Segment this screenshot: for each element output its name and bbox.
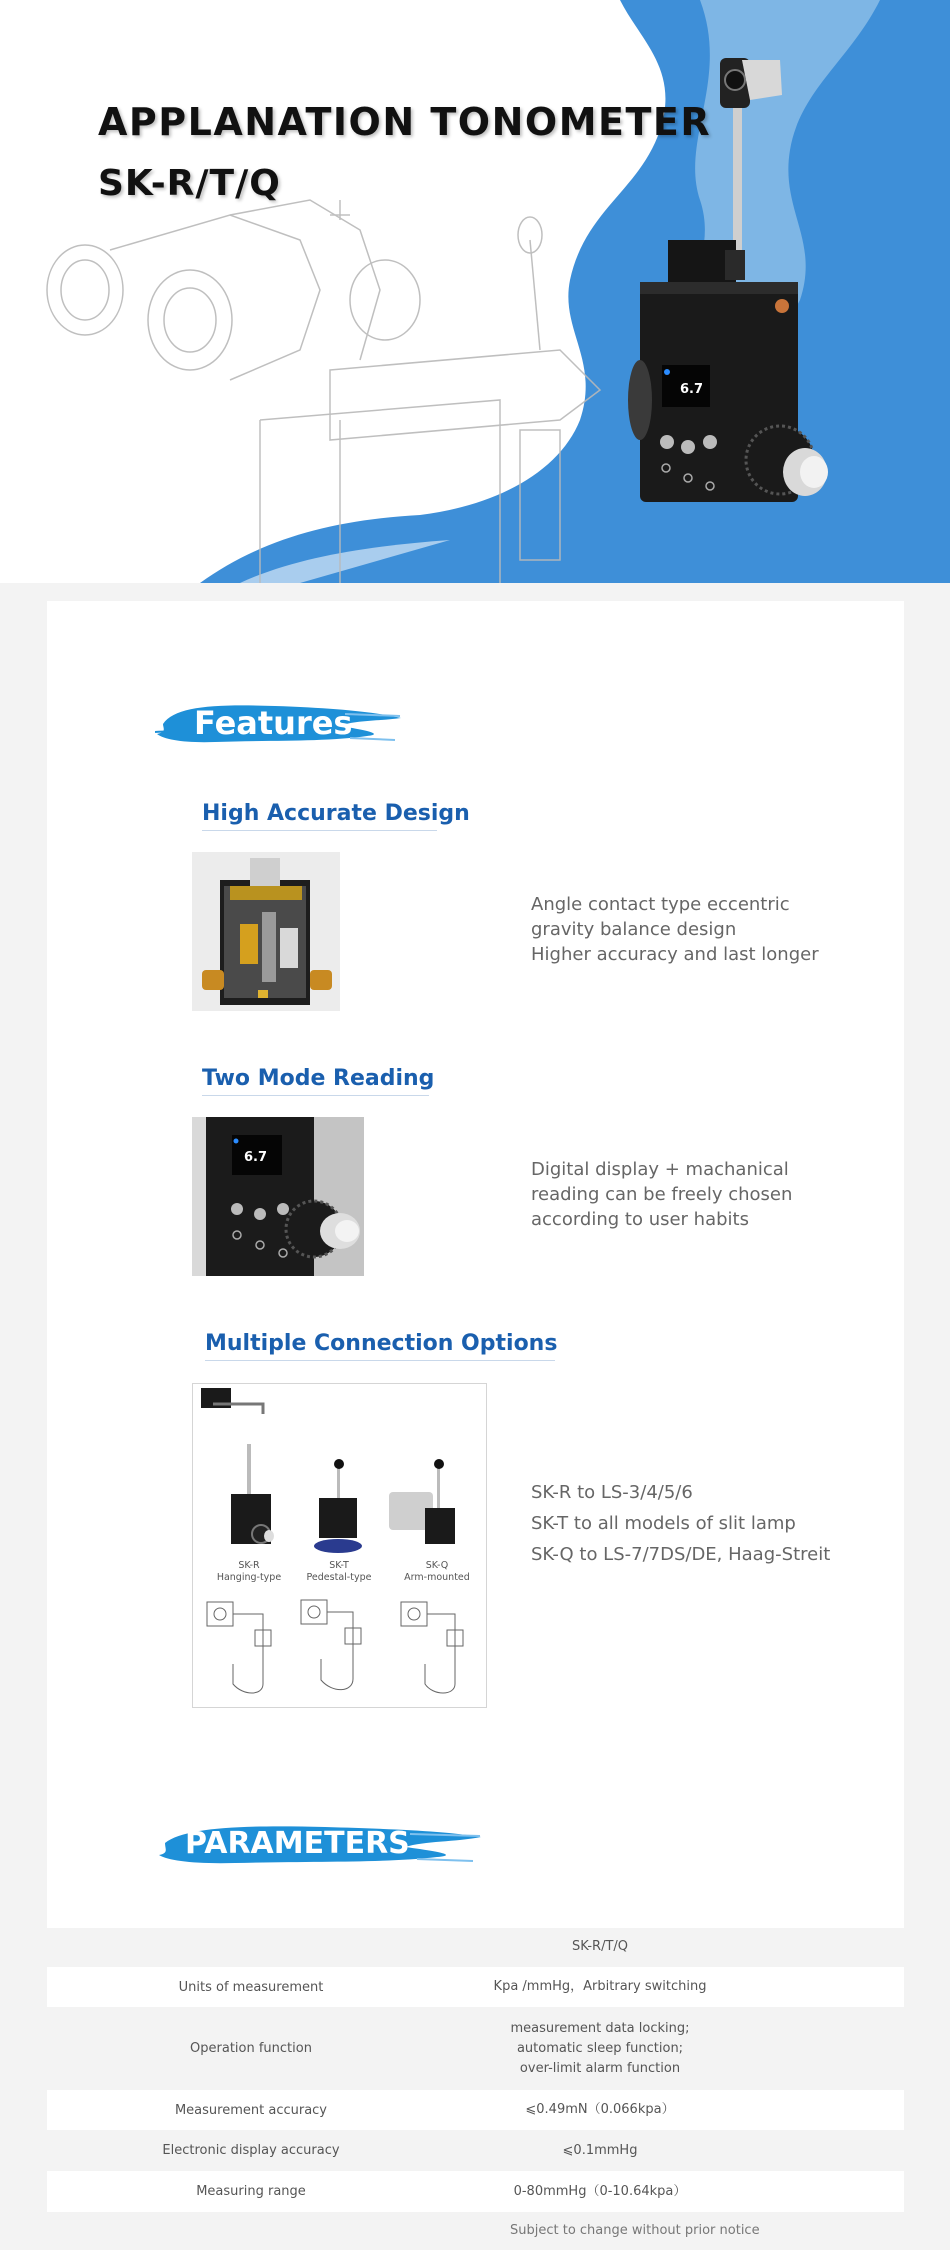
table-header-row: [47, 1927, 904, 1967]
svg-text:6.7: 6.7: [680, 382, 704, 397]
desc-line: Angle contact type eccentric: [531, 894, 790, 915]
digital-display-photo: [192, 1117, 364, 1276]
features-section-title: [155, 694, 405, 754]
features-title-text: Features: [194, 704, 353, 742]
param-value: ⩽0.1mmHg: [562, 2142, 638, 2158]
param-value-line: automatic sleep function;: [516, 2040, 684, 2056]
table-row: [47, 2130, 904, 2171]
feature-heading-connection-options: Multiple Connection Options: [205, 1331, 555, 1361]
table-row: [47, 2090, 904, 2130]
param-value-line: measurement data locking;: [510, 2020, 690, 2036]
param-label: Operation function: [190, 2041, 312, 2056]
feature-heading-accurate-design: High Accurate Design: [202, 801, 437, 831]
desc-line: gravity balance design: [531, 919, 737, 940]
param-value-line: over-limit alarm function: [519, 2060, 681, 2076]
svg-text:SK-T: SK-T: [329, 1560, 349, 1571]
digital-display-icon: [192, 1117, 364, 1276]
connection-options-diagram: [192, 1383, 487, 1708]
feature-desc-accurate-design: [531, 892, 819, 967]
param-value: ⩽0.49mN（0.066kpa）: [525, 2102, 675, 2117]
desc-line: according to user habits: [531, 1209, 749, 1230]
features-card: [47, 601, 904, 1928]
mechanism-icon: [192, 852, 340, 1011]
table-row: [47, 2007, 904, 2090]
param-value: 0-80mmHg（0-10.64kpa）: [513, 2183, 687, 2199]
disclaimer-note: Subject to change without prior notice: [510, 2223, 760, 2238]
desc-line: SK-T to all models of slit lamp: [531, 1513, 796, 1534]
feature-desc-two-mode-reading: [531, 1157, 792, 1232]
parameters-title-text: PARAMETERS: [185, 1826, 410, 1861]
param-label: Measurement accuracy: [174, 2102, 328, 2118]
table-header-model: SK-R/T/Q: [571, 1939, 629, 1954]
table-row: [47, 1967, 904, 2007]
svg-text:SK-R: SK-R: [238, 1560, 260, 1571]
svg-text:6.7: 6.7: [244, 1150, 268, 1165]
svg-text:SK-Q: SK-Q: [425, 1560, 449, 1571]
desc-line: SK-Q to LS-7/7DS/DE, Haag-Streit: [531, 1544, 831, 1565]
connection-models-icon: [193, 1384, 486, 1707]
hero-title: APPLANATION TONOMETER: [98, 100, 712, 144]
feature-desc-connection-options: [531, 1477, 830, 1570]
internal-mechanism-photo: [192, 852, 340, 1011]
parameters-table: [47, 1927, 904, 2212]
blue-splash-background: [0, 0, 950, 583]
hero-model: SK-R/T/Q: [98, 163, 281, 204]
param-label: Measuring range: [196, 2184, 306, 2199]
param-label: Units of measurement: [178, 1979, 324, 1995]
hero-banner: [0, 0, 950, 583]
svg-text:Hanging-type: Hanging-type: [216, 1572, 282, 1583]
svg-text:Pedestal-type: Pedestal-type: [306, 1572, 372, 1583]
feature-heading-two-mode-reading: Two Mode Reading: [202, 1066, 429, 1096]
param-label: Electronic display accuracy: [162, 2143, 340, 2158]
table-row: [47, 2171, 904, 2212]
desc-line: SK-R to LS-3/4/5/6: [531, 1482, 693, 1503]
desc-line: Higher accuracy and last longer: [531, 944, 819, 965]
param-value: [455, 2019, 745, 2079]
svg-text:Arm-mounted: Arm-mounted: [404, 1572, 470, 1583]
param-value: Kpa /mmHg，Arbitrary switching: [493, 1979, 707, 1994]
desc-line: Digital display + machanical: [531, 1159, 789, 1180]
parameters-section-title: [155, 1815, 485, 1875]
desc-line: reading can be freely chosen: [531, 1184, 793, 1205]
